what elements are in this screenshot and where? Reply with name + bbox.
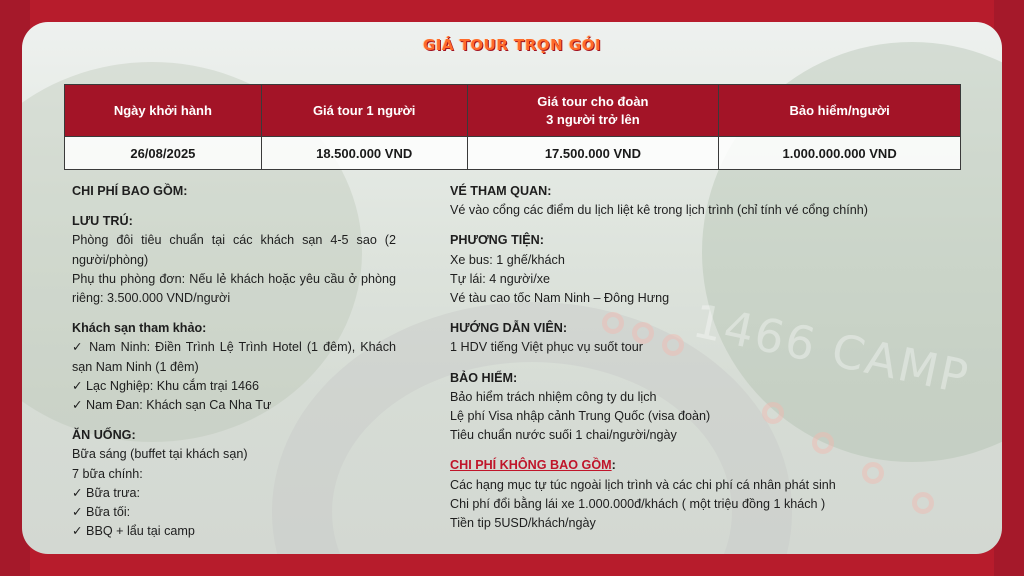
price-table-row [65, 137, 961, 170]
meal-item: ✓ BBQ + lẩu tại camp [72, 524, 195, 539]
excluded-heading-colon: : [611, 458, 616, 473]
price-table-header-row [65, 85, 961, 137]
excluded-line: Tiền tip 5USD/khách/ngày [450, 516, 596, 531]
hotel-item: ✓ Nam Đan: Khách sạn Ca Nha Tư [72, 398, 272, 413]
services-column [450, 182, 920, 533]
page-title: GIÁ TOUR TRỌN GÓI [422, 36, 602, 54]
price-table [64, 84, 961, 170]
meal-item: ✓ Bữa trưa: [72, 485, 141, 500]
hotel-item: ✓ Lạc Nghiệp: Khu cắm trại 1466 [72, 378, 259, 393]
transport-heading: PHƯƠNG TIỆN: [450, 233, 544, 248]
hotel-item: ✓ Nam Ninh: Điền Trình Lệ Trình Hotel (1 đêm), Khách sạn Nam Ninh (1 đêm) [72, 340, 396, 374]
included-costs-column [72, 182, 396, 541]
cell-insurance: 1.000.000.000 VND [719, 137, 961, 170]
insurance-heading: BẢO HIỂM: [450, 370, 518, 385]
excluded-heading: CHI PHÍ KHÔNG BAO GỒM [450, 458, 612, 473]
transport-line: Tự lái: 4 người/xe [450, 271, 551, 286]
excluded-line: Chi phí đổi bằng lái xe 1.000.000đ/khách ( một triệu đồng 1 khách ) [450, 496, 826, 511]
transport-line: Vé tàu cao tốc Nam Ninh – Đông Hưng [450, 291, 670, 306]
cell-group-price: 17.500.000 VND [467, 137, 719, 170]
header-departure-date: Ngày khởi hành [65, 85, 262, 137]
insurance-line: Lệ phí Visa nhập cảnh Trung Quốc (visa đoàn) [450, 409, 711, 424]
tickets-heading: VÉ THAM QUAN: [450, 184, 552, 198]
guide-line: 1 HDV tiếng Việt phục vụ suốt tour [450, 340, 643, 355]
cell-price-per-person: 18.500.000 VND [261, 137, 467, 170]
meals-heading: ĂN UỐNG: [72, 428, 136, 443]
hotels-heading: Khách sạn tham khảo: [72, 321, 207, 336]
background-camp-sign: 1466 CAMP [688, 293, 975, 405]
lodging-line: Phụ thu phòng đơn: Nếu lẻ khách hoặc yêu cầu ở phòng riêng: 3.500.000 VND/người [72, 271, 396, 306]
header-group-price: Giá tour cho đoàn 3 người trở lên [467, 85, 719, 137]
guide-heading: HƯỚNG DẪN VIÊN: [450, 321, 568, 336]
header-price-per-person: Giá tour 1 người [261, 85, 467, 137]
tickets-line: Vé vào cổng các điểm du lịch liệt kê trong lịch trình (chỉ tính vé cổng chính) [450, 203, 868, 218]
meal-item: 7 bữa chính: [72, 466, 143, 481]
insurance-line: Bảo hiểm trách nhiệm công ty du lịch [450, 389, 657, 404]
excluded-heading-wrapper [450, 456, 920, 475]
meal-item: ✓ Bữa tối: [72, 505, 131, 520]
meal-item: Bữa sáng (buffet tại khách sạn) [72, 447, 248, 462]
insurance-line: Tiêu chuẩn nước suối 1 chai/người/ngày [450, 428, 677, 443]
lodging-line: Phòng đôi tiêu chuẩn tại các khách sạn 4-5 sao (2 người/phòng) [72, 233, 396, 267]
included-heading: CHI PHÍ BAO GỒM: [72, 184, 188, 198]
transport-line: Xe bus: 1 ghế/khách [450, 252, 565, 267]
lodging-heading: LƯU TRÚ: [72, 214, 133, 229]
cell-departure-date: 26/08/2025 [65, 137, 262, 170]
excluded-line: Các hạng mục tự túc ngoài lịch trình và các chi phí cá nhân phát sinh [450, 477, 836, 492]
header-insurance: Bảo hiểm/người [719, 85, 961, 137]
